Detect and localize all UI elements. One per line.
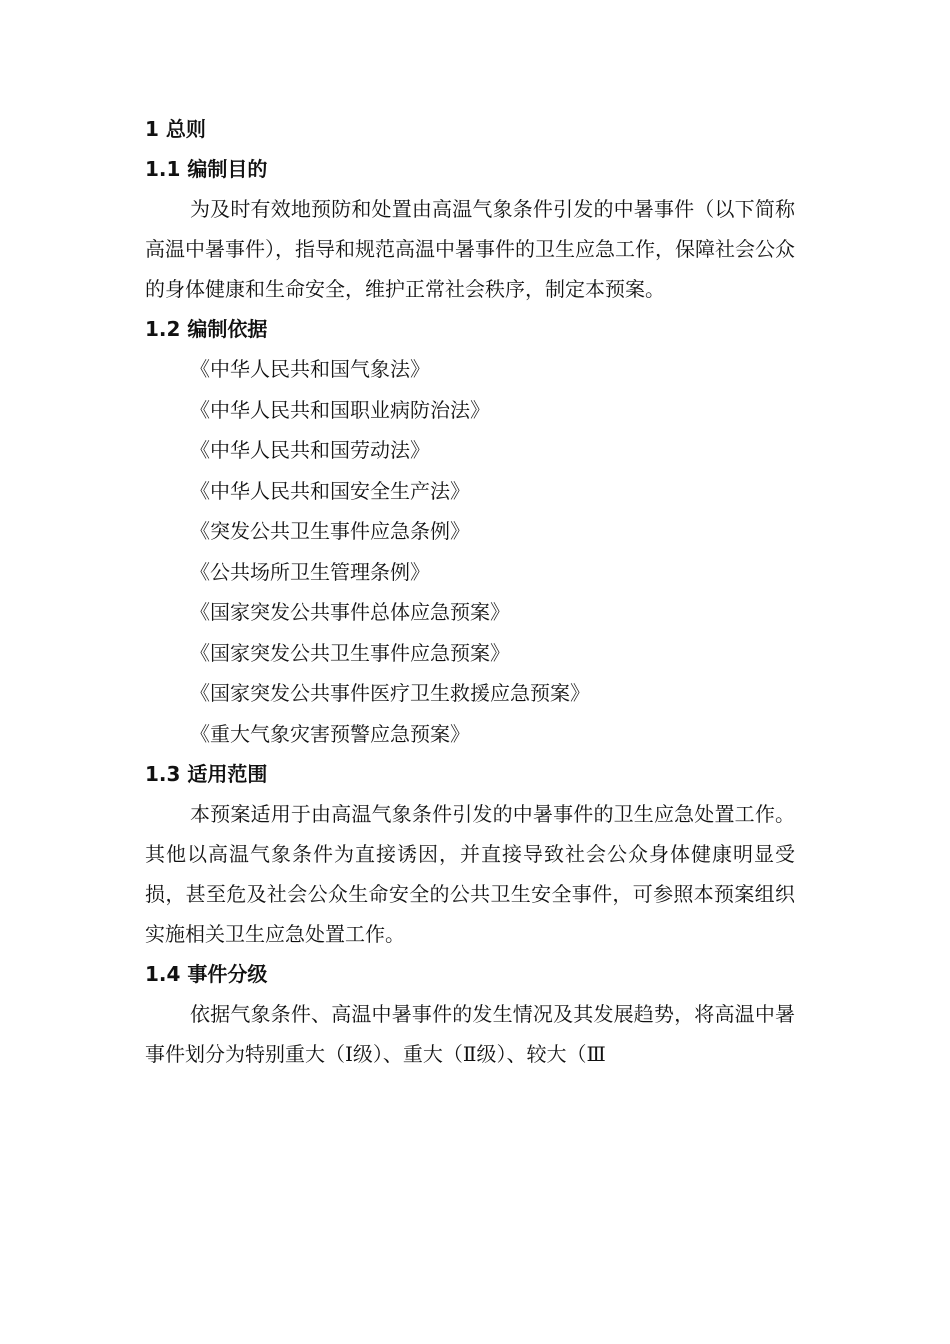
section-1-4-paragraph: 依据气象条件、高温中暑事件的发生情况及其发展趋势，将高温中暑事件划分为特别重大（Ⅰ级）、重大（Ⅱ级）、较大（Ⅲ [145,1002,795,1066]
reference-item: 《国家突发公共事件总体应急预案》 [190,600,510,624]
section-heading-1-3: 1.3 适用范围 [145,762,268,786]
reference-item: 《公共场所卫生管理条例》 [190,559,430,584]
reference-item: 《中华人民共和国劳动法》 [190,438,430,462]
document-body [145,109,795,1074]
reference-item: 《重大气象灾害预警应急预案》 [190,721,470,746]
reference-item: 《国家突发公共卫生事件应急预案》 [190,640,510,665]
reference-item: 《突发公共卫生事件应急条例》 [190,519,470,543]
reference-item: 《中华人民共和国气象法》 [190,357,430,381]
reference-item: 《中华人民共和国职业病防治法》 [190,397,490,422]
section-1-3-paragraph: 本预案适用于由高温气象条件引发的中暑事件的卫生应急处置工作。其他以高温气象条件为直接诱因，并直接导致社会公众身体健康明显受损，甚至危及社会公众生命安全的公共卫生安全事件，可参照本预案组织实施相关卫生应急处置工作。 [145,802,795,946]
reference-list [145,349,795,754]
chapter-heading: 1 总则 [145,117,206,141]
section-1-1-paragraph: 为及时有效地预防和处置由高温气象条件引发的中暑事件（以下简称高温中暑事件），指导和规范高温中暑事件的卫生应急工作，保障社会公众的身体健康和生命安全，维护正常社会秩序，制定本预案。 [145,197,795,301]
reference-item: 《中华人民共和国安全生产法》 [190,478,470,503]
section-heading-1-1: 1.1 编制目的 [145,157,268,181]
reference-item: 《国家突发公共事件医疗卫生救援应急预案》 [190,681,590,705]
section-heading-1-4: 1.4 事件分级 [145,962,268,986]
section-heading-1-2: 1.2 编制依据 [145,317,268,341]
